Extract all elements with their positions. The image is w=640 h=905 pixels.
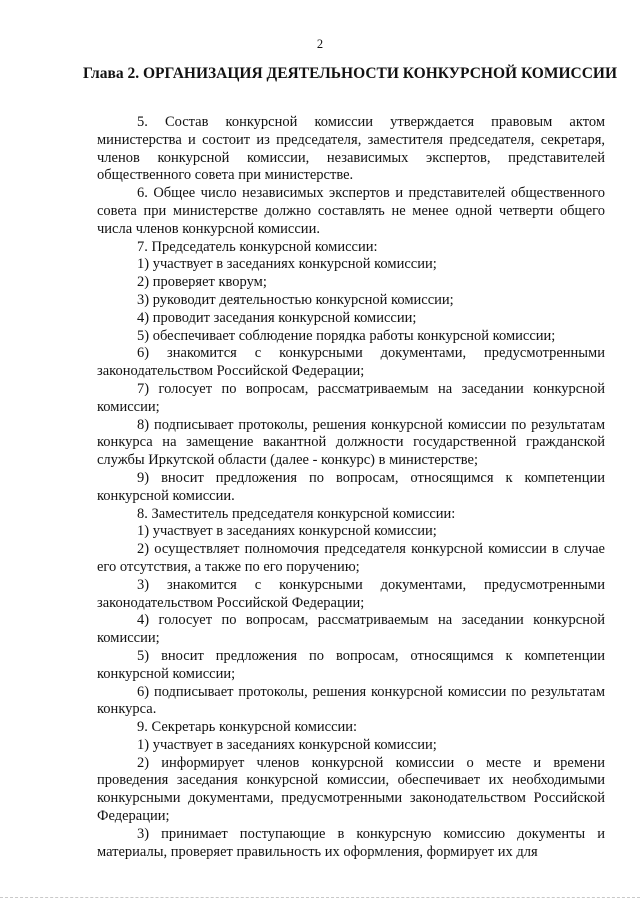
paragraph: 6) подписывает протоколы, решения конкурсной комиссии по результатам конкурса. <box>97 683 605 718</box>
paragraph: 2) проверяет кворум; <box>137 274 267 291</box>
paragraph: 8) подписывает протоколы, решения конкурсной комиссии по результатам конкурса на замещение вакантной должности государственной гражданской службы Иркутской области (далее - конкурс) в министерстве; <box>97 416 605 469</box>
paragraph: 9. Секретарь конкурсной комиссии: <box>137 719 358 736</box>
paragraph: 5. Состав конкурсной комиссии утверждается правовым актом министерства и состоит из председателя, заместителя председателя, секретаря, членов конкурсной комиссии, независимых экспертов, представителей общественного совета при министерстве. <box>97 114 605 184</box>
paragraph: 3) знакомится с конкурсными документами, предусмотренными законодательством Российской Федерации; <box>97 576 605 611</box>
paragraph: 1) участвует в заседаниях конкурсной комиссии; <box>137 523 437 540</box>
paragraph: 9) вносит предложения по вопросам, относящимся к компетенции конкурсной комиссии. <box>97 469 605 504</box>
paragraph: 7) голосует по вопросам, рассматриваемым на заседании конкурсной комиссии; <box>97 380 605 415</box>
paragraph: 7. Председатель конкурсной комиссии: <box>137 238 378 255</box>
paragraph: 4) проводит заседания конкурсной комиссии; <box>137 309 417 326</box>
chapter-title: Глава 2. ОРГАНИЗАЦИЯ ДЕЯТЕЛЬНОСТИ КОНКУРСНОЙ КОМИССИИ <box>82 65 618 82</box>
paragraph: 8. Заместитель председателя конкурсной комиссии: <box>137 505 456 522</box>
paragraph: 5) вносит предложения по вопросам, относящимся к компетенции конкурсной комиссии; <box>97 647 605 682</box>
document-body <box>97 114 605 861</box>
paragraph: 4) голосует по вопросам, рассматриваемым на заседании конкурсной комиссии; <box>97 612 605 647</box>
paragraph: 3) руководит деятельностью конкурсной комиссии; <box>137 291 454 308</box>
paragraph: 3) принимает поступающие в конкурсную комиссию документы и материалы, проверяет правильность их оформления, формирует их для <box>97 825 605 860</box>
paragraph: 1) участвует в заседаниях конкурсной комиссии; <box>137 736 437 753</box>
paragraph: 2) информирует членов конкурсной комиссии о месте и времени проведения заседания конкурсной комиссии, обеспечивает их необходимыми конкурсными документами, предусмотренными законодательством Российской Федерации; <box>97 754 605 825</box>
paragraph: 6) знакомится с конкурсными документами, предусмотренными законодательством Российской Федерации; <box>97 345 605 380</box>
paragraph: 1) участвует в заседаниях конкурсной комиссии; <box>137 256 437 273</box>
paragraph: 6. Общее число независимых экспертов и представителей общественного совета при министерстве должно составлять не менее одной четверти общего числа членов конкурсной комиссии. <box>97 185 605 237</box>
page-number: 2 <box>316 37 324 51</box>
paragraph: 5) обеспечивает соблюдение порядка работы конкурсной комиссии; <box>137 327 556 344</box>
paragraph: 2) осуществляет полномочия председателя конкурсной комиссии в случае его отсутствия, а также по его поручению; <box>97 541 605 575</box>
page-bottom-rule <box>0 897 640 898</box>
